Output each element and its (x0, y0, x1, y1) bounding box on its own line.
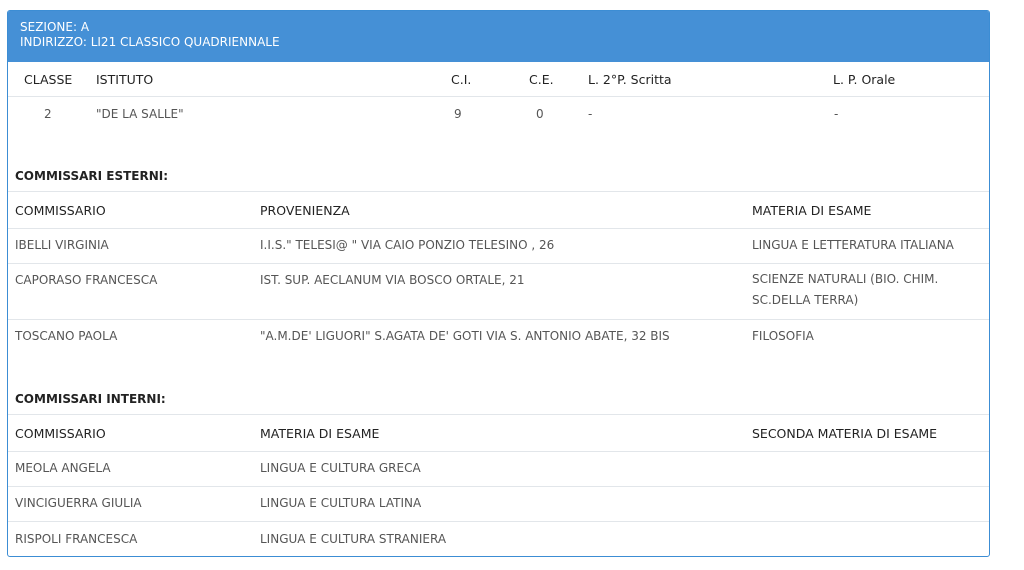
esterno-provenienza: I.I.S." TELESI@ " VIA CAIO PONZIO TELESINO , 26 (260, 238, 555, 252)
classe-table-row (8, 96, 989, 132)
interni-table-header (8, 414, 989, 452)
interno-name: MEOLA ANGELA (15, 461, 111, 475)
esterni-title: COMMISSARI ESTERNI: (15, 169, 169, 183)
table-row (8, 451, 989, 487)
cell-ce: 0 (536, 107, 544, 121)
table-row (8, 521, 989, 556)
esterno-materia: FILOSOFIA (752, 329, 814, 343)
table-row (8, 228, 989, 264)
cell-istituto: "DE LA SALLE" (96, 107, 184, 121)
esterno-name: TOSCANO PAOLA (15, 329, 118, 343)
interni-header-seconda-materia: SECONDA MATERIA DI ESAME (752, 426, 938, 441)
esterno-materia: LINGUA E LETTERATURA ITALIANA (752, 238, 954, 252)
sezione-label: SEZIONE: A (20, 20, 90, 34)
header-ce: C.E. (529, 72, 554, 87)
header-ci: C.I. (451, 72, 472, 87)
header-istituto: ISTITUTO (96, 72, 154, 87)
header-lingua-orale: L. P. Orale (833, 72, 896, 87)
interno-materia: LINGUA E CULTURA GRECA (260, 461, 421, 475)
table-row (8, 486, 989, 522)
interno-materia: LINGUA E CULTURA STRANIERA (260, 532, 447, 546)
interno-name: VINCIGUERRA GIULIA (15, 496, 142, 510)
esterni-header-provenienza: PROVENIENZA (260, 203, 350, 218)
cell-lingua-scritta: - (588, 107, 593, 121)
table-row (8, 319, 989, 355)
esterni-header-commissario: COMMISSARIO (15, 203, 106, 218)
esterni-table-header (8, 191, 989, 229)
esterno-provenienza: "A.M.DE' LIGUORI" S.AGATA DE' GOTI VIA S. ANTONIO ABATE, 32 BIS (260, 329, 670, 343)
indirizzo-label: INDIRIZZO: LI21 CLASSICO QUADRIENNALE (20, 35, 280, 49)
classe-table-header (8, 62, 989, 97)
cell-lingua-orale: - (834, 107, 839, 121)
esterni-header-materia: MATERIA DI ESAME (752, 203, 872, 218)
header-classe: CLASSE (24, 72, 73, 87)
table-row (8, 263, 989, 320)
esterno-name: IBELLI VIRGINIA (15, 238, 109, 252)
cell-ci: 9 (454, 107, 462, 121)
commission-panel (7, 10, 990, 557)
cell-classe: 2 (44, 107, 52, 121)
header-lingua-scritta: L. 2°P. Scritta (588, 72, 672, 87)
interni-header-materia: MATERIA DI ESAME (260, 426, 380, 441)
interni-header-commissario: COMMISSARIO (15, 426, 106, 441)
esterno-materia: SCIENZE NATURALI (BIO. CHIM. SC.DELLA TERRA) (752, 272, 939, 307)
interno-name: RISPOLI FRANCESCA (15, 532, 138, 546)
panel-header (8, 11, 989, 62)
esterno-provenienza: IST. SUP. AECLANUM VIA BOSCO ORTALE, 21 (260, 273, 525, 287)
interni-title: COMMISSARI INTERNI: (15, 392, 166, 406)
esterno-name: CAPORASO FRANCESCA (15, 273, 158, 287)
interno-materia: LINGUA E CULTURA LATINA (260, 496, 422, 510)
